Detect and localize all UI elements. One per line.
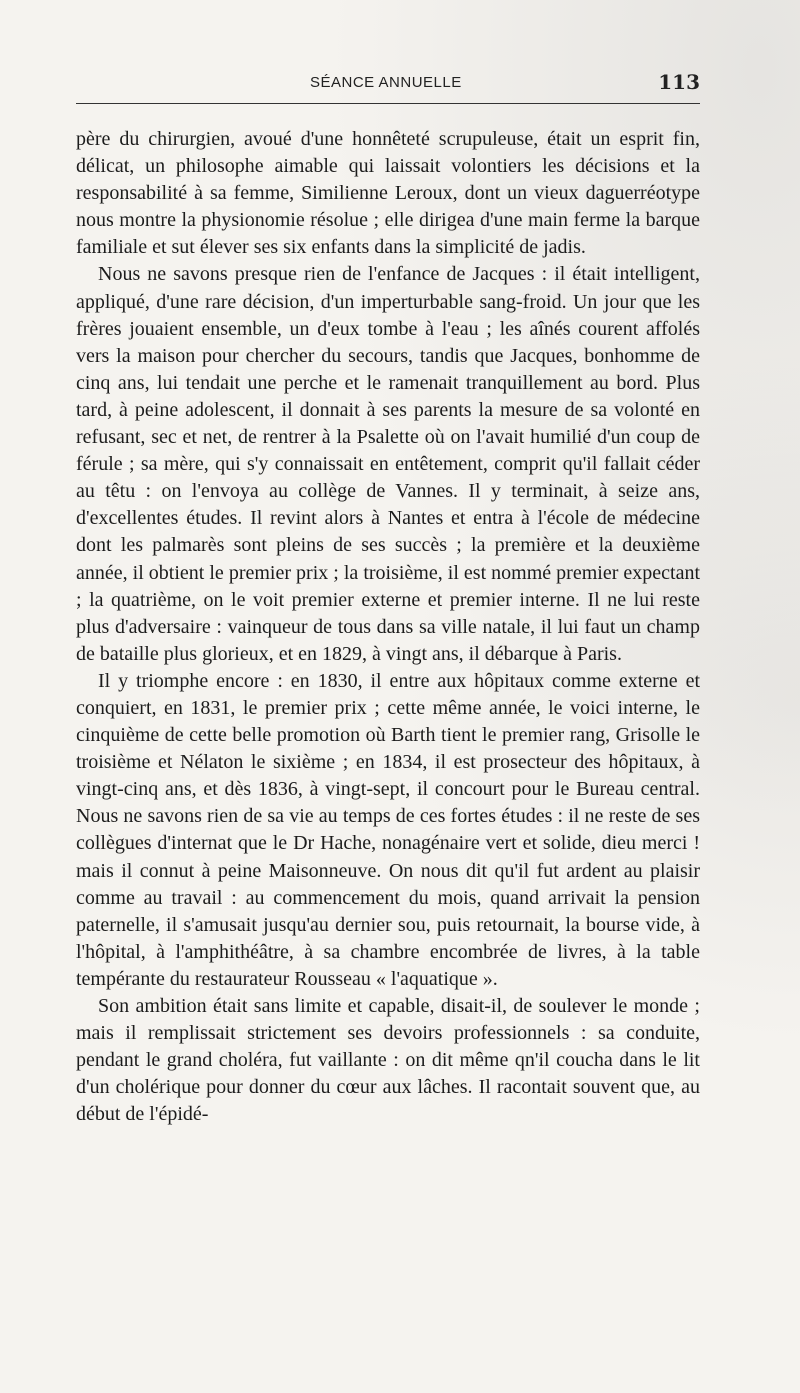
paragraph: Nous ne savons presque rien de l'enfance de Jacques : il était intelligent, appliqué, d'une rare décision, d'un imperturbable sang-froid. Un jour que les frères jouaient ensemble, un d'eux tombe à l'eau ; les aînés courent affolés vers la maison pour chercher du secours, tandis que Jacques, bonhomme de cinq ans, lui tendait une perche et le ramenait tranquillement au bord. Plus tard, à peine adolescent, il donnait à ses parents la mesure de sa volonté en refusant, sec et net, de rentrer à la Psalette où on l'avait humilié d'un coup de férule ; sa mère, qui s'y connaissait en entêtement, comprit qu'il fallait céder au têtu : on l'envoya au collège de Vannes. Il y terminait, à seize ans, d'excellentes études. Il revint alors à Nantes et entra à l'école de médecine dont les palmarès sont pleins de ses succès ; la première et la deuxième année, il obtient le premier prix ; la troisième, il est nommé premier expectant ; la quatrième, on le voit premier externe et premier interne. Il ne lui reste plus d'adversaire : vainqueur de tous dans sa ville natale, il lui faut un champ de bataille plus glorieux, et en 1829, à vingt ans, il débarque à Paris. [76,263,700,665]
paragraph: Son ambition était sans limite et capable, disait-il, de soulever le monde ; mais il remplissait strictement ses devoirs professionnels : sa conduite, pendant le grand choléra, fut vaillante : on dit même qn'il coucha dans le lit d'un cholérique pour donner du cœur aux lâches. Il racontait souvent que, au début de l'épidé- [76,995,700,1126]
body-text [76,126,700,1128]
page-number: 113 [658,70,700,94]
page-header [76,70,700,96]
paragraph: père du chirurgien, avoué d'une honnêteté scrupuleuse, était un esprit fin, délicat, un philosophe aimable qui laissait volontiers les décisions et la responsabilité à sa femme, Similienne Leroux, dont un vieux daguerréotype nous montre la physionomie résolue ; elle dirigea d'une main ferme la barque familiale et sut élever ses six enfants dans la simplicité de jadis. [76,128,700,259]
header-rule [76,103,700,104]
running-title: SÉANCE ANNUELLE [310,74,462,91]
paragraph: Il y triomphe encore : en 1830, il entre aux hôpitaux comme externe et conquiert, en 1831, le premier prix ; cette même année, le voici interne, le cinquième de cette belle promotion où Barth tient le premier rang, Grisolle le troisième et Nélaton le sixième ; en 1834, il est prosecteur des hôpitaux, à vingt-cinq ans, et dès 1836, à vingt-sept, il concourt pour le Bureau central. Nous ne savons rien de sa vie au temps de ces fortes études : il ne reste de ses collègues d'internat que le Dr Hache, nonagénaire vert et solide, dieu merci ! mais il connut à peine Maisonneuve. On nous dit qu'il fut ardent au plaisir comme au travail : au commencement du mois, quand arrivait la pension paternelle, il s'amusait jusqu'au dernier sou, puis retournait, la bourse vide, à l'hôpital, à l'amphithéâtre, à sa chambre encombrée de livres, à la table tempérante du restaurateur Rousseau « l'aquatique ». [76,669,700,990]
